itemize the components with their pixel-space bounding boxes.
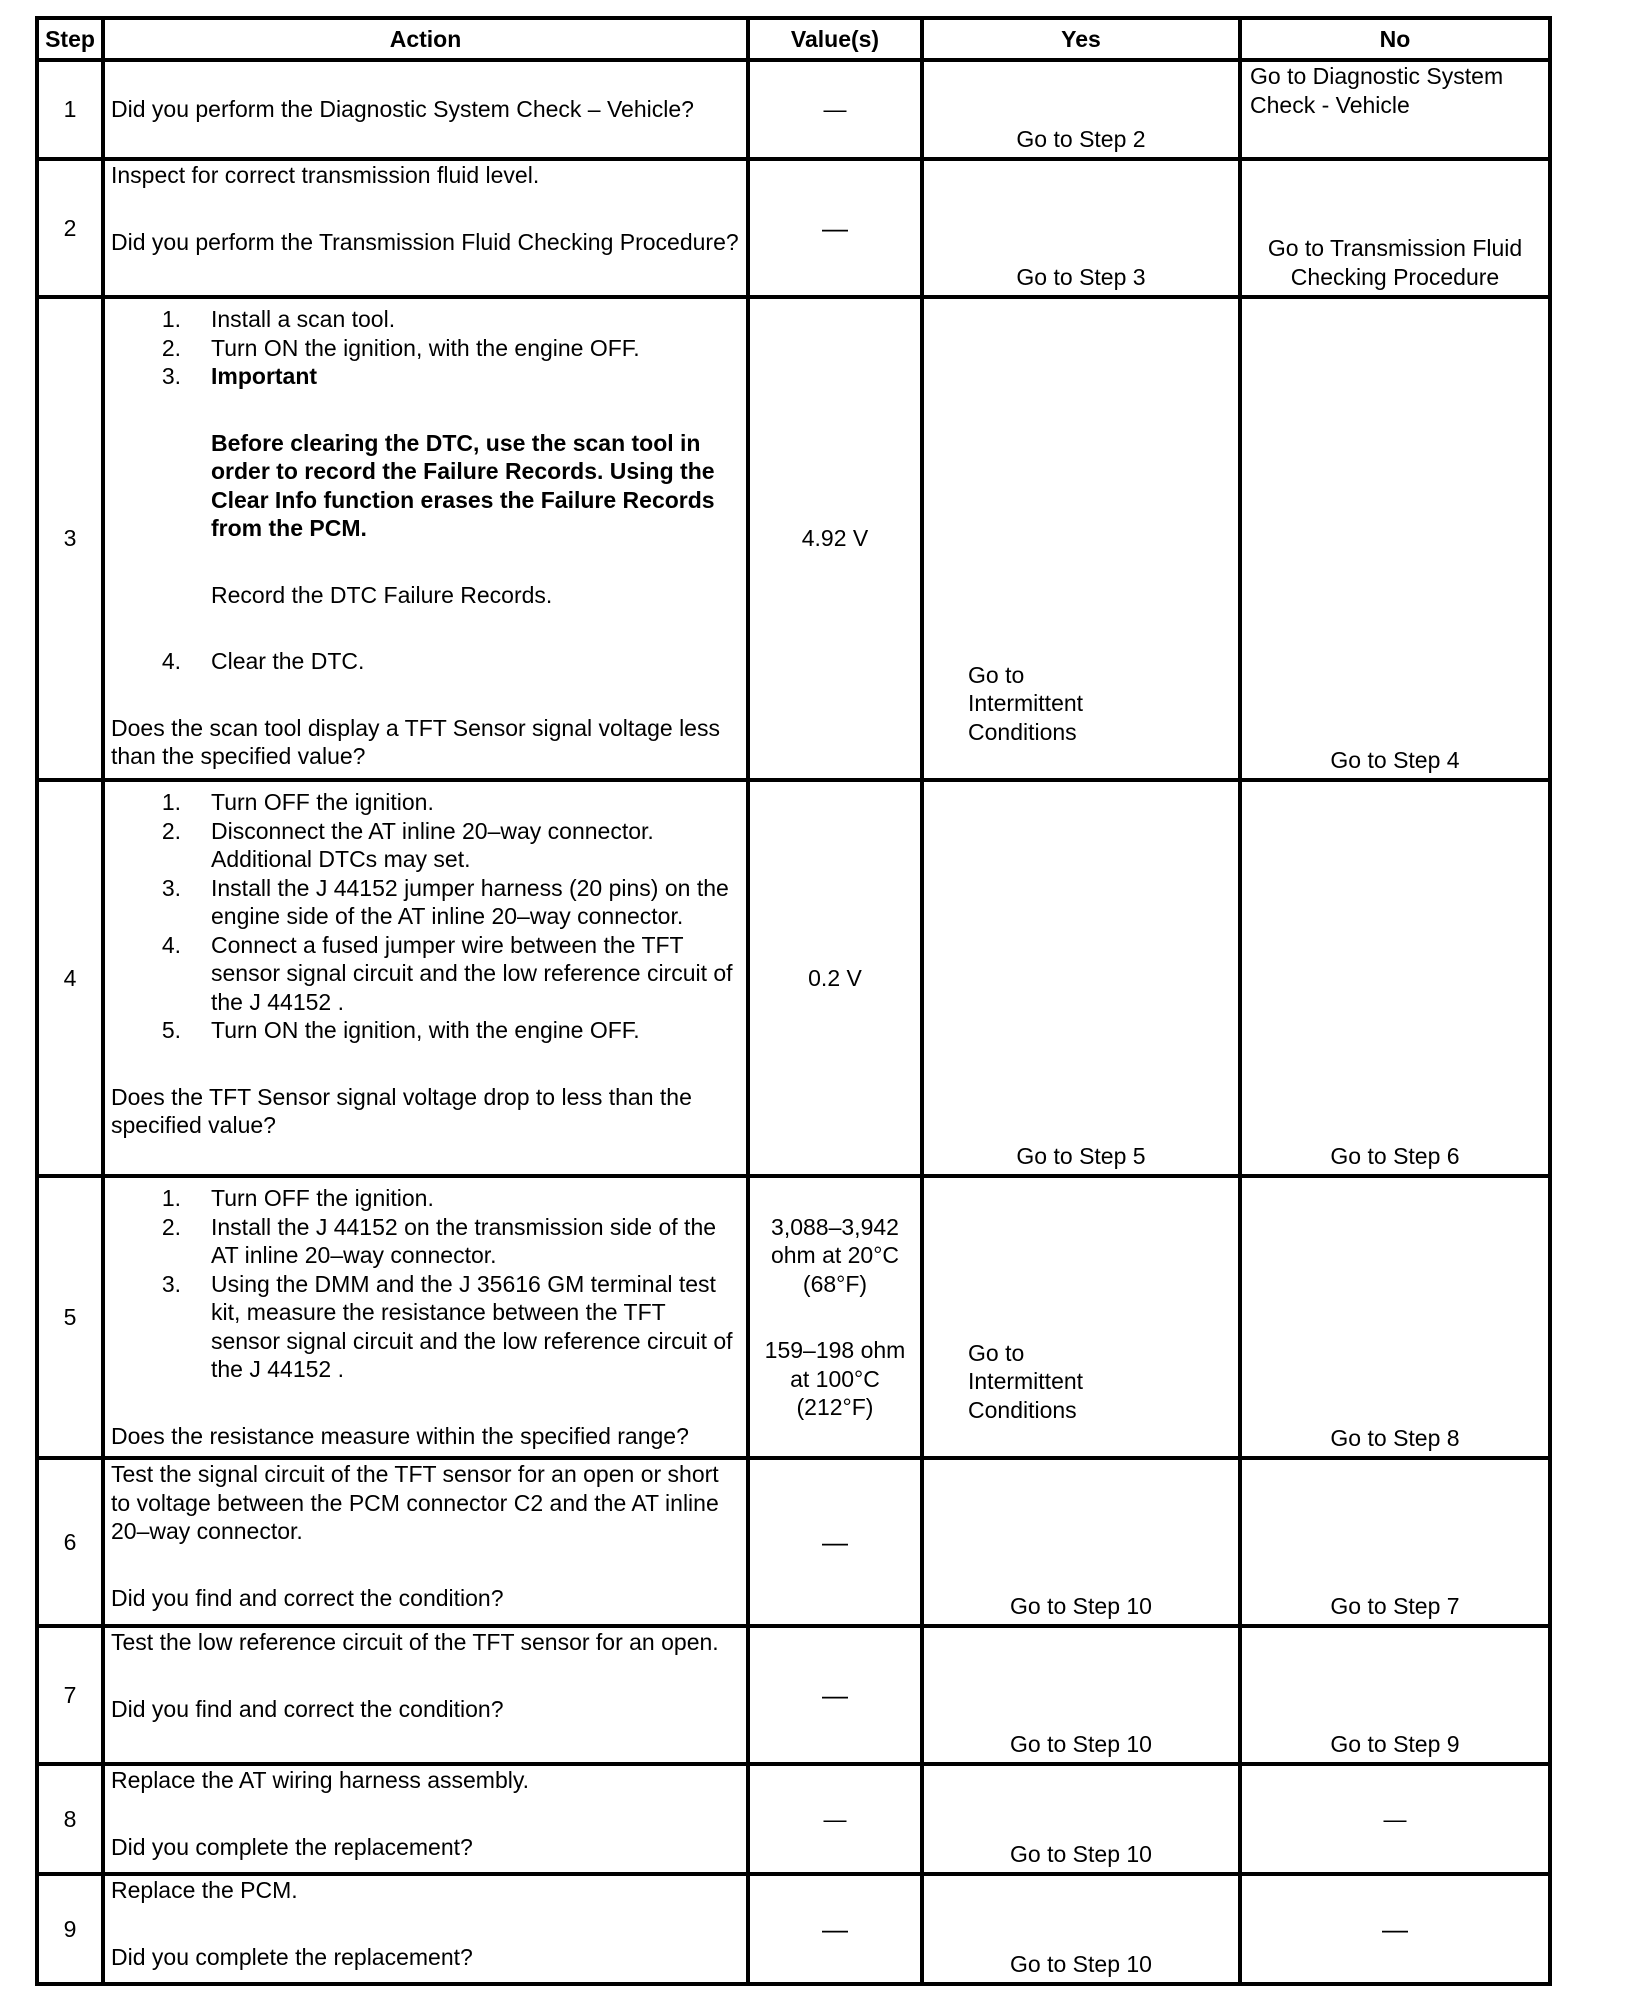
- action-question: Does the TFT Sensor signal voltage drop to less than the specified value?: [111, 1083, 692, 1138]
- no-cell: —: [1240, 1764, 1550, 1874]
- procedure-list: [111, 1184, 740, 1384]
- step-number: 7: [37, 1626, 103, 1764]
- step-number: 6: [37, 1458, 103, 1626]
- table-row-step-5: [37, 1176, 1550, 1458]
- table-row-step-9: [37, 1874, 1550, 1984]
- procedure-list: [111, 305, 740, 391]
- step-number: 2: [37, 159, 103, 297]
- yes-link[interactable]: Go to Step 10: [1010, 1730, 1152, 1757]
- action-question: Does the resistance measure within the specified range?: [111, 1422, 689, 1449]
- action-question: Does the scan tool display a TFT Sensor signal voltage less than the specified value?: [111, 714, 720, 769]
- no-cell: [1240, 297, 1550, 780]
- no-link[interactable]: Go to Transmission Fluid Checking Procedure: [1267, 235, 1523, 290]
- yes-link[interactable]: Go to Intermittent Conditions: [968, 661, 1084, 745]
- table-row-step-7: [37, 1626, 1550, 1764]
- no-cell: —: [1240, 1874, 1550, 1984]
- yes-link[interactable]: Go to Step 10: [1010, 1840, 1152, 1867]
- yes-cell: [922, 60, 1240, 159]
- header-step: Step: [37, 18, 103, 60]
- value-cell: —: [748, 1626, 922, 1764]
- action-cell: [103, 780, 748, 1176]
- yes-cell: [922, 780, 1240, 1176]
- value-range-100c: 159–198 ohm at 100°C (212°F): [764, 1337, 906, 1420]
- action-cell: [103, 297, 748, 780]
- header-row: [37, 18, 1550, 60]
- table-row-step-8: [37, 1764, 1550, 1874]
- step-number: 3: [37, 297, 103, 780]
- yes-cell: [922, 1764, 1240, 1874]
- table-row-step-3: [37, 297, 1550, 780]
- table-row-step-6: [37, 1458, 1550, 1626]
- table-row-step-2: [37, 159, 1550, 297]
- list-item: 1. Turn OFF the ignition.: [161, 1185, 434, 1211]
- procedure-list: [111, 647, 740, 676]
- action-text: Replace the PCM.: [111, 1877, 298, 1903]
- list-item: 4. Connect a fused jumper wire between the TFT sensor signal circuit and the low reference circuit of the J 44152 .: [161, 931, 733, 1015]
- value-range-20c: 3,088–3,942 ohm at 20°C (68°F): [770, 1213, 900, 1297]
- no-link[interactable]: Go to Step 6: [1330, 1142, 1460, 1169]
- header-values: Value(s): [748, 18, 922, 60]
- yes-cell: [922, 1176, 1240, 1458]
- action-cell: [103, 1874, 748, 1984]
- yes-link[interactable]: Go to Step 5: [1016, 1142, 1146, 1169]
- no-cell: [1240, 1458, 1550, 1626]
- value-cell: [748, 1176, 922, 1458]
- yes-link[interactable]: Go to Step 3: [1016, 263, 1146, 290]
- action-cell: [103, 1458, 748, 1626]
- no-link[interactable]: Go to Diagnostic System Check - Vehicle: [1250, 63, 1504, 118]
- header-action: Action: [103, 18, 748, 60]
- no-cell: [1240, 159, 1550, 297]
- action-cell: [103, 60, 748, 159]
- step-number: 5: [37, 1176, 103, 1458]
- action-text: Test the low reference circuit of the TFT sensor for an open.: [111, 1629, 719, 1655]
- action-cell: [103, 1626, 748, 1764]
- no-link[interactable]: Go to Step 9: [1330, 1730, 1460, 1757]
- header-yes: Yes: [922, 18, 1240, 60]
- no-cell: [1240, 1626, 1550, 1764]
- value-cell: —: [748, 159, 922, 297]
- no-cell: [1240, 1176, 1550, 1458]
- value-cell: —: [748, 1458, 922, 1626]
- action-question: Did you find and correct the condition?: [111, 1695, 504, 1722]
- header-no: No: [1240, 18, 1550, 60]
- action-cell: [103, 159, 748, 297]
- list-item: 2. Disconnect the AT inline 20–way connector. Additional DTCs may set.: [161, 817, 654, 872]
- step-number: 8: [37, 1764, 103, 1874]
- value-cell: 4.92 V: [748, 297, 922, 780]
- yes-cell: [922, 1458, 1240, 1626]
- action-text: Inspect for correct transmission fluid level.: [111, 162, 540, 188]
- step-number: 1: [37, 60, 103, 159]
- action-question: Did you perform the Transmission Fluid Checking Procedure?: [111, 228, 739, 255]
- important-note: Before clearing the DTC, use the scan tool in order to record the Failure Records. Using the Clear Info function erases the Failure Records from the PCM.: [211, 429, 715, 541]
- yes-link[interactable]: Go to Intermittent Conditions: [968, 1339, 1084, 1423]
- list-item: 3. Important: [161, 363, 318, 389]
- procedure-list: [111, 788, 740, 1045]
- step-number: 4: [37, 780, 103, 1176]
- yes-cell: [922, 297, 1240, 780]
- action-cell: [103, 1764, 748, 1874]
- list-item: 4. Clear the DTC.: [161, 648, 365, 674]
- step-number: 9: [37, 1874, 103, 1984]
- list-item: 1. Install a scan tool.: [161, 306, 396, 332]
- value-cell: 0.2 V: [748, 780, 922, 1176]
- action-question: Did you find and correct the condition?: [111, 1584, 504, 1611]
- action-text: Did you perform the Diagnostic System Check – Vehicle?: [111, 96, 694, 123]
- diagnostic-document: [35, 16, 1552, 1986]
- table-row-step-4: [37, 780, 1550, 1176]
- diagnostic-table: [35, 16, 1552, 1986]
- yes-link[interactable]: Go to Step 2: [1016, 125, 1146, 152]
- yes-link[interactable]: Go to Step 10: [1010, 1950, 1152, 1977]
- action-question: Did you complete the replacement?: [111, 1943, 473, 1970]
- yes-link[interactable]: Go to Step 10: [1010, 1592, 1152, 1619]
- list-item: 3. Install the J 44152 jumper harness (20 pins) on the engine side of the AT inline 20–way connector.: [161, 874, 729, 929]
- value-cell: —: [748, 60, 922, 159]
- record-instruction: Record the DTC Failure Records.: [211, 581, 553, 608]
- no-link[interactable]: Go to Step 4: [1330, 746, 1460, 773]
- action-cell: [103, 1176, 748, 1458]
- list-item: 2. Install the J 44152 on the transmission side of the AT inline 20–way connector.: [161, 1213, 717, 1268]
- table-row-step-1: [37, 60, 1550, 159]
- action-question: Did you complete the replacement?: [111, 1833, 473, 1860]
- action-text: Test the signal circuit of the TFT sensor for an open or short to voltage between the PCM connector C2 and the AT inline 20–way connector.: [111, 1461, 719, 1544]
- no-cell: [1240, 780, 1550, 1176]
- list-item: 2. Turn ON the ignition, with the engine OFF.: [161, 334, 640, 361]
- no-cell: [1240, 60, 1550, 159]
- value-cell: —: [748, 1874, 922, 1984]
- list-item: 3. Using the DMM and the J 35616 GM terminal test kit, measure the resistance between the TFT sensor signal circuit and the low reference circuit of the J 44152 .: [161, 1270, 733, 1382]
- yes-cell: [922, 1874, 1240, 1984]
- no-link[interactable]: Go to Step 8: [1330, 1424, 1460, 1451]
- list-item: 5. Turn ON the ignition, with the engine OFF.: [161, 1017, 640, 1043]
- no-link[interactable]: Go to Step 7: [1330, 1592, 1460, 1619]
- action-text: Replace the AT wiring harness assembly.: [111, 1767, 530, 1793]
- list-item: 1. Turn OFF the ignition.: [161, 789, 434, 815]
- yes-cell: [922, 1626, 1240, 1764]
- value-cell: —: [748, 1764, 922, 1874]
- yes-cell: [922, 159, 1240, 297]
